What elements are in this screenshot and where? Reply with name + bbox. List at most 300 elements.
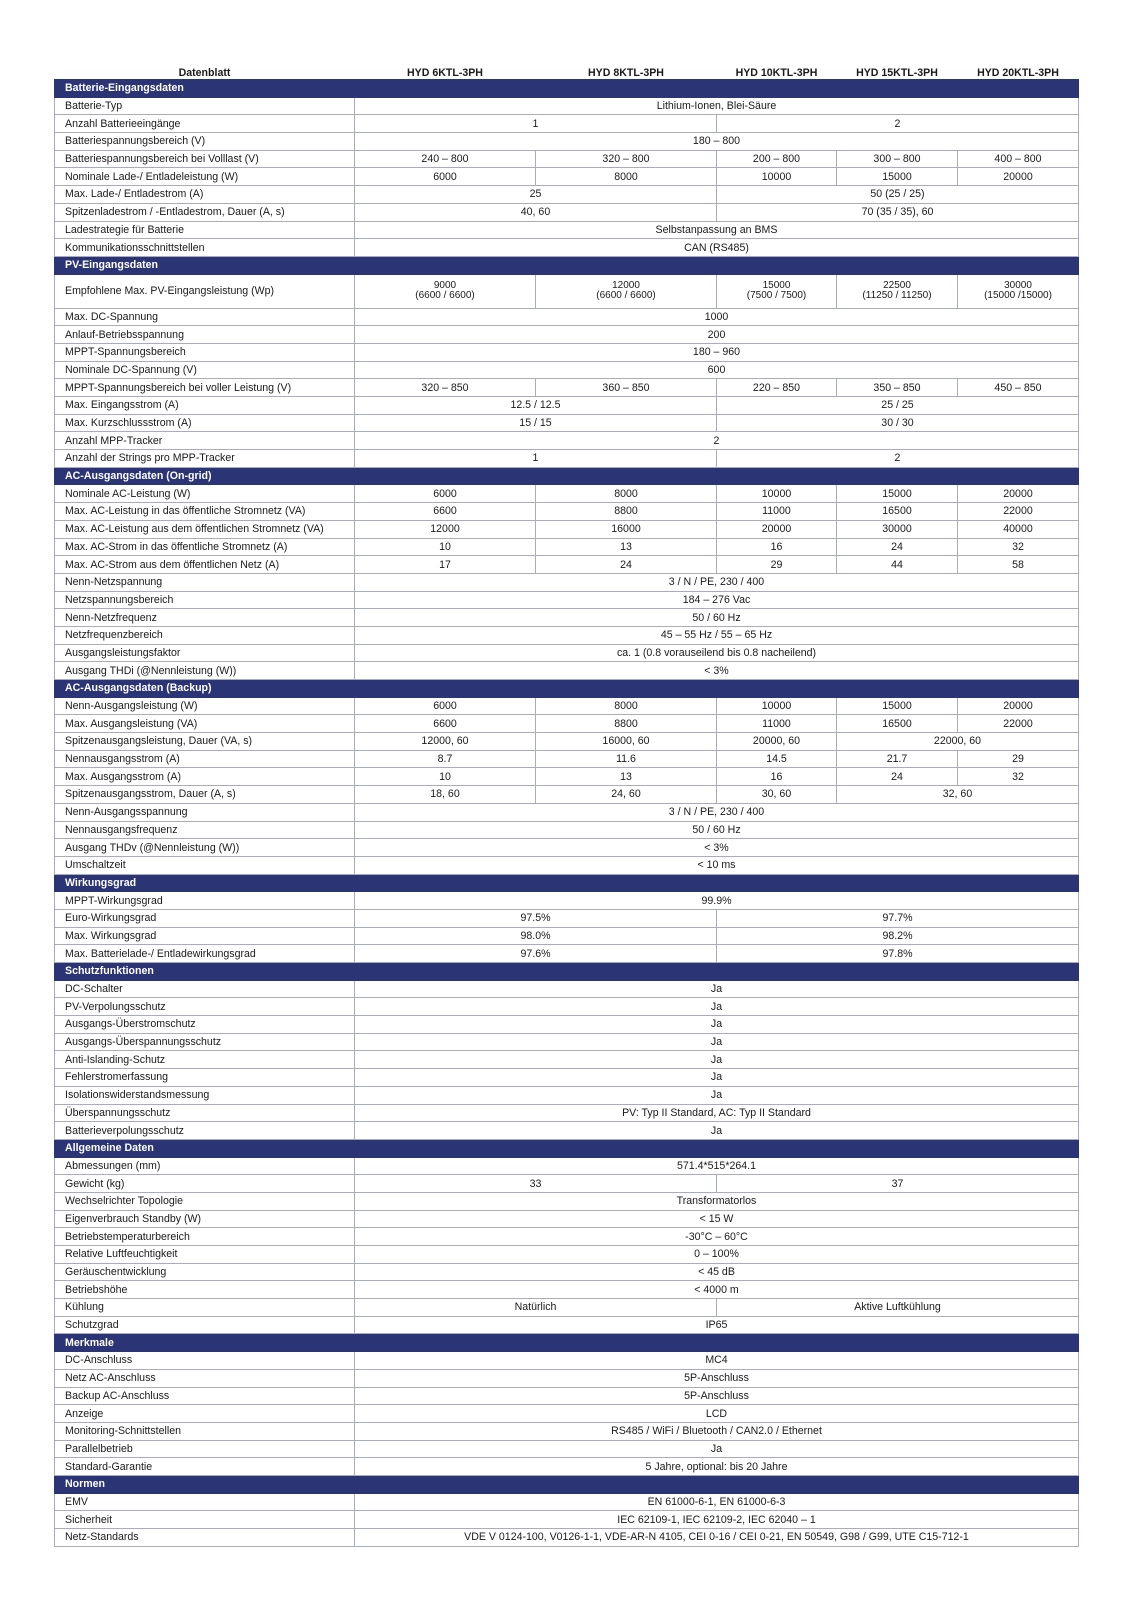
spec-value: 40000 [958,520,1079,538]
datasheet [54,0,1078,1547]
spec-row [55,1069,1079,1087]
spec-label: Max. AC-Strom aus dem öffentlichen Netz (A) [55,556,355,574]
spec-value: IP65 [355,1316,1079,1334]
spec-value: 5P-Anschluss [355,1369,1079,1387]
model-header-row [55,62,1079,80]
spec-label: Betriebshöhe [55,1281,355,1299]
spec-value: 32 [958,538,1079,556]
spec-row [55,379,1079,397]
spec-row [55,909,1079,927]
spec-row [55,1086,1079,1104]
spec-row [55,397,1079,415]
spec-value: 37 [717,1175,1079,1193]
section-header [55,467,1079,485]
spec-row [55,1051,1079,1069]
spec-value: 8.7 [355,750,536,768]
spec-value: 180 – 960 [355,343,1079,361]
spec-label: Backup AC-Anschluss [55,1387,355,1405]
header-label: Datenblatt [178,67,231,79]
spec-value: 200 – 800 [717,150,837,168]
spec-value: 1000 [355,308,1079,326]
spec-value [717,274,837,308]
spec-value: < 10 ms [355,856,1079,874]
spec-value: 10000 [717,697,837,715]
spec-row [55,750,1079,768]
spec-value: 220 – 850 [717,379,837,397]
spec-label: Relative Luftfeuchtigkeit [55,1246,355,1264]
model-name: HYD 6KTL-3PH [407,67,483,79]
spec-value [958,274,1079,308]
spec-value: 2 [717,450,1079,468]
spec-value: Natürlich [355,1299,717,1317]
spec-value: < 3% [355,839,1079,857]
spec-value: 320 – 800 [536,150,717,168]
spec-row [55,239,1079,257]
spec-row [55,186,1079,204]
spec-row [55,697,1079,715]
spec-label: Anlauf-Betriebsspannung [55,326,355,344]
spec-value: 15 / 15 [355,414,717,432]
spec-value: 24, 60 [536,786,717,804]
spec-label: Eigenverbrauch Standby (W) [55,1210,355,1228]
spec-value: 24 [837,768,958,786]
spec-label: MPPT-Wirkungsgrad [55,892,355,910]
spec-value: 600 [355,361,1079,379]
spec-value: 29 [958,750,1079,768]
spec-label: MPPT-Spannungsbereich [55,343,355,361]
spec-value: 14.5 [717,750,837,768]
spec-value: 350 – 850 [837,379,958,397]
spec-value: 3 / N / PE, 230 / 400 [355,803,1079,821]
spec-label: Anzeige [55,1405,355,1423]
spec-row [55,168,1079,186]
spec-value-sub: (7500 / 7500) [746,290,807,302]
spec-value: 13 [536,538,717,556]
spec-row [55,1016,1079,1034]
spec-label: Wechselrichter Topologie [55,1192,355,1210]
spec-label: Nenn-Ausgangsspannung [55,803,355,821]
spec-value: < 3% [355,662,1079,680]
spec-row [55,980,1079,998]
spec-value: 184 – 276 Vac [355,591,1079,609]
top-margin [55,0,1079,62]
spec-label: Netzfrequenzbereich [55,626,355,644]
spec-value: IEC 62109-1, IEC 62109-2, IEC 62040 – 1 [355,1511,1079,1529]
spec-value: 6000 [355,697,536,715]
spec-label: Max. Lade-/ Entladestrom (A) [55,186,355,204]
spec-value: 400 – 800 [958,150,1079,168]
spec-row [55,308,1079,326]
spec-value: 70 (35 / 35), 60 [717,203,1079,221]
spec-value: Ja [355,1440,1079,1458]
spec-row [55,1529,1079,1547]
spec-row [55,626,1079,644]
section-title: AC-Ausgangsdaten (Backup) [55,680,1079,698]
spec-row [55,503,1079,521]
spec-label: Nennausgangsstrom (A) [55,750,355,768]
section-header [55,1139,1079,1157]
spec-row [55,892,1079,910]
spec-row [55,221,1079,239]
spec-value: 29 [717,556,837,574]
spec-value: Ja [355,1051,1079,1069]
spec-label: Spitzenladestrom / -Entladestrom, Dauer (A, s) [55,203,355,221]
spec-value: 1 [355,115,717,133]
spec-value: 16000 [536,520,717,538]
spec-value: 3 / N / PE, 230 / 400 [355,573,1079,591]
spec-value: 12000 [355,520,536,538]
section-header [55,1334,1079,1352]
model-name: HYD 8KTL-3PH [588,67,664,79]
spec-row [55,1122,1079,1140]
section-title: Allgemeine Daten [55,1139,1079,1157]
spec-label: Kühlung [55,1299,355,1317]
spec-value: 10 [355,538,536,556]
spec-label: Max. Ausgangsleistung (VA) [55,715,355,733]
model-name: HYD 10KTL-3PH [735,67,818,79]
spec-value: 11.6 [536,750,717,768]
spec-label: Ausgang THDv (@Nennleistung (W)) [55,839,355,857]
spec-row [55,432,1079,450]
spec-label: Ausgangs-Überstromschutz [55,1016,355,1034]
spec-label: Überspannungsschutz [55,1104,355,1122]
spec-label: Nominale Lade-/ Entladeleistung (W) [55,168,355,186]
spec-row [55,115,1079,133]
spec-value: 8000 [536,168,717,186]
spec-label: Gewicht (kg) [55,1175,355,1193]
spec-label: Batteriespannungsbereich (V) [55,133,355,151]
spec-row [55,609,1079,627]
spec-label: Geräuschentwicklung [55,1263,355,1281]
spec-value: 44 [837,556,958,574]
spec-row [55,1210,1079,1228]
spec-label: Ladestrategie für Batterie [55,221,355,239]
spec-row [55,150,1079,168]
spec-value: 320 – 850 [355,379,536,397]
spec-label: Abmessungen (mm) [55,1157,355,1175]
spec-value: Ja [355,980,1079,998]
spec-label: Spitzenausgangsstrom, Dauer (A, s) [55,786,355,804]
spec-row [55,573,1079,591]
spec-row [55,1422,1079,1440]
spec-label: Anti-Islanding-Schutz [55,1051,355,1069]
spec-row [55,927,1079,945]
spec-value: 50 (25 / 25) [717,186,1079,204]
spec-value: 16500 [837,715,958,733]
spec-value: Ja [355,1033,1079,1051]
spec-value: 24 [837,538,958,556]
spec-value-main: 9000 [433,280,457,292]
spec-value: 8800 [536,715,717,733]
spec-value: Lithium-Ionen, Blei-Säure [355,97,1079,115]
spec-row [55,1369,1079,1387]
spec-value: 40, 60 [355,203,717,221]
spec-row [55,556,1079,574]
spec-label: Isolationswiderstandsmessung [55,1086,355,1104]
spec-value: 360 – 850 [536,379,717,397]
spec-row [55,1246,1079,1264]
spec-row [55,97,1079,115]
spec-label: MPPT-Spannungsbereich bei voller Leistung (V) [55,379,355,397]
spec-value: 10000 [717,168,837,186]
spec-row [55,1352,1079,1370]
spec-value: EN 61000-6-1, EN 61000-6-3 [355,1493,1079,1511]
spec-value: 20000 [958,168,1079,186]
spec-value: 25 [355,186,717,204]
spec-row [55,326,1079,344]
spec-value: 22000, 60 [837,733,1079,751]
spec-label: Netz-Standards [55,1529,355,1547]
spec-row [55,1192,1079,1210]
spec-value [837,274,958,308]
spec-row [55,1316,1079,1334]
spec-value: 2 [717,115,1079,133]
section-title: Wirkungsgrad [55,874,1079,892]
spec-value: 20000 [958,697,1079,715]
spec-value: 50 / 60 Hz [355,609,1079,627]
section-header [55,874,1079,892]
spec-value: 6600 [355,503,536,521]
spec-label: Nennausgangsfrequenz [55,821,355,839]
spec-label: PV-Verpolungsschutz [55,998,355,1016]
spec-row [55,803,1079,821]
spec-value: 300 – 800 [837,150,958,168]
spec-value: 33 [355,1175,717,1193]
spec-label: DC-Schalter [55,980,355,998]
section-header [55,256,1079,274]
spec-row [55,1405,1079,1423]
spec-value: 11000 [717,715,837,733]
spec-label: Betriebstemperaturbereich [55,1228,355,1246]
spec-row [55,1175,1079,1193]
spec-value: Ja [355,1122,1079,1140]
spec-label: Batterieverpolungsschutz [55,1122,355,1140]
spec-row [55,133,1079,151]
spec-value: VDE V 0124-100, V0126-1-1, VDE-AR-N 4105, CEI 0-16 / CEI 0-21, EN 50549, G98 / G99, UTE C15-712-1 [355,1529,1079,1547]
spec-value: < 4000 m [355,1281,1079,1299]
spec-value: 97.6% [355,945,717,963]
spec-label: Ausgangsleistungsfaktor [55,644,355,662]
spec-row [55,856,1079,874]
spec-value: < 15 W [355,1210,1079,1228]
spec-value: 20000 [958,485,1079,503]
spec-row [55,414,1079,432]
spec-label: Netz AC-Anschluss [55,1369,355,1387]
spec-value: 97.5% [355,909,717,927]
spec-value: Ja [355,1069,1079,1087]
spec-row [55,274,1079,308]
spec-row [55,1493,1079,1511]
spec-value: 1 [355,450,717,468]
spec-row [55,343,1079,361]
spec-value: 8000 [536,485,717,503]
spec-label: Batterie-Typ [55,97,355,115]
spec-row [55,485,1079,503]
spec-value-sub: (6600 / 6600) [596,290,656,302]
spec-label: Ausgangs-Überspannungsschutz [55,1033,355,1051]
spec-label: Nenn-Netzfrequenz [55,609,355,627]
spec-row [55,1511,1079,1529]
spec-value: 25 / 25 [717,397,1079,415]
spec-value [536,274,717,308]
spec-value: 180 – 800 [355,133,1079,151]
section-header [55,963,1079,981]
spec-label: Anzahl MPP-Tracker [55,432,355,450]
spec-label: Schutzgrad [55,1316,355,1334]
spec-label: EMV [55,1493,355,1511]
spec-row [55,945,1079,963]
spec-value-main: 15000 [762,280,791,292]
model-name: HYD 20KTL-3PH [977,67,1059,79]
spec-value: 22000 [958,503,1079,521]
spec-row [55,538,1079,556]
spec-label: Ausgang THDi (@Nennleistung (W)) [55,662,355,680]
spec-value: 98.2% [717,927,1079,945]
spec-row [55,715,1079,733]
spec-value: 30000 [837,520,958,538]
spec-value: LCD [355,1405,1079,1423]
spec-value: 20000, 60 [717,733,837,751]
spec-row [55,821,1079,839]
section-header [55,680,1079,698]
spec-value: PV: Typ II Standard, AC: Typ II Standard [355,1104,1079,1122]
spec-label: Max. DC-Spannung [55,308,355,326]
spec-label: Sicherheit [55,1511,355,1529]
spec-label: Parallelbetrieb [55,1440,355,1458]
spec-value: 6600 [355,715,536,733]
spec-label: Batteriespannungsbereich bei Volllast (V) [55,150,355,168]
spec-value: 12000, 60 [355,733,536,751]
spec-row [55,1263,1079,1281]
spec-label: Nominale DC-Spannung (V) [55,361,355,379]
spec-value: 17 [355,556,536,574]
spec-value: 2 [355,432,1079,450]
spec-value: Aktive Luftkühlung [717,1299,1079,1317]
spec-value: 98.0% [355,927,717,945]
datasheet-body [55,0,1079,1546]
spec-value: 200 [355,326,1079,344]
spec-label: Kommunikationsschnittstellen [55,239,355,257]
section-header [55,80,1079,98]
section-title: Schutzfunktionen [55,963,1079,981]
spec-value: 32 [958,768,1079,786]
spec-label: Anzahl der Strings pro MPP-Tracker [55,450,355,468]
spec-value-main: 30000 [1004,280,1032,292]
spec-value: 18, 60 [355,786,536,804]
spec-label: Euro-Wirkungsgrad [55,909,355,927]
spec-value: 15000 [837,485,958,503]
spec-row [55,786,1079,804]
spec-value: CAN (RS485) [355,239,1079,257]
spec-value-sub: (15000 /15000) [984,290,1052,302]
spec-label: Nenn-Netzspannung [55,573,355,591]
section-title: AC-Ausgangsdaten (On-grid) [55,467,1079,485]
spec-value: 32, 60 [837,786,1079,804]
spec-value-main: 12000 [612,280,640,292]
spec-label: Nenn-Ausgangsleistung (W) [55,697,355,715]
spec-label: Anzahl Batterieeingänge [55,115,355,133]
spec-row [55,733,1079,751]
spec-row [55,644,1079,662]
spec-value: 22000 [958,715,1079,733]
spec-value: 5P-Anschluss [355,1387,1079,1405]
model-name: HYD 15KTL-3PH [856,67,938,79]
spec-label: Empfohlene Max. PV-Eingangsleistung (Wp) [55,274,355,308]
spec-row [55,1157,1079,1175]
spec-value: 16 [717,538,837,556]
spec-row [55,203,1079,221]
spec-value-sub: (11250 / 11250) [862,290,932,302]
spec-label: Max. Wirkungsgrad [55,927,355,945]
spec-label: Umschaltzeit [55,856,355,874]
spec-value: 12.5 / 12.5 [355,397,717,415]
spec-row [55,1033,1079,1051]
spec-value: 30 / 30 [717,414,1079,432]
spec-value: 10 [355,768,536,786]
spec-row [55,520,1079,538]
spec-value: ca. 1 (0.8 vorauseilend bis 0.8 nacheilend) [355,644,1079,662]
spec-label: Max. Batterielade-/ Entladewirkungsgrad [55,945,355,963]
spec-value: Ja [355,1016,1079,1034]
spec-row [55,768,1079,786]
spec-value: 20000 [717,520,837,538]
section-title: Merkmale [55,1334,1079,1352]
spec-label: DC-Anschluss [55,1352,355,1370]
spec-value-main: 22500 [883,280,911,292]
spec-label: Max. AC-Strom in das öffentliche Stromnetz (A) [55,538,355,556]
spec-value: 58 [958,556,1079,574]
spec-value: 8800 [536,503,717,521]
section-header [55,1475,1079,1493]
spec-value: 6000 [355,485,536,503]
spec-value: < 45 dB [355,1263,1079,1281]
spec-value: 50 / 60 Hz [355,821,1079,839]
spec-value: 8000 [536,697,717,715]
spec-label: Max. AC-Leistung aus dem öffentlichen Stromnetz (VA) [55,520,355,538]
spec-value: 16 [717,768,837,786]
spec-value: -30°C – 60°C [355,1228,1079,1246]
datasheet-table [54,0,1079,1547]
spec-value: 45 – 55 Hz / 55 – 65 Hz [355,626,1079,644]
spec-value: 450 – 850 [958,379,1079,397]
spec-value: 5 Jahre, optional: bis 20 Jahre [355,1458,1079,1476]
spec-label: Max. Eingangsstrom (A) [55,397,355,415]
spec-value: 21.7 [837,750,958,768]
spec-value: 13 [536,768,717,786]
spec-row [55,662,1079,680]
spec-value: 240 – 800 [355,150,536,168]
spec-label: Standard-Garantie [55,1458,355,1476]
spec-row [55,1387,1079,1405]
spec-value: 24 [536,556,717,574]
section-title: PV-Eingangsdaten [55,256,1079,274]
spec-value: 97.8% [717,945,1079,963]
spec-value: RS485 / WiFi / Bluetooth / CAN2.0 / Ethernet [355,1422,1079,1440]
spec-value: 99.9% [355,892,1079,910]
spec-value: 30, 60 [717,786,837,804]
spec-label: Fehlerstromerfassung [55,1069,355,1087]
spec-label: Max. Ausgangsstrom (A) [55,768,355,786]
spec-label: Spitzenausgangsleistung, Dauer (VA, s) [55,733,355,751]
spec-value: 10000 [717,485,837,503]
spec-value: Ja [355,1086,1079,1104]
spec-value: MC4 [355,1352,1079,1370]
spec-label: Nominale AC-Leistung (W) [55,485,355,503]
spec-row [55,1440,1079,1458]
spec-row [55,1104,1079,1122]
spec-label: Netzspannungsbereich [55,591,355,609]
spec-label: Monitoring-Schnittstellen [55,1422,355,1440]
